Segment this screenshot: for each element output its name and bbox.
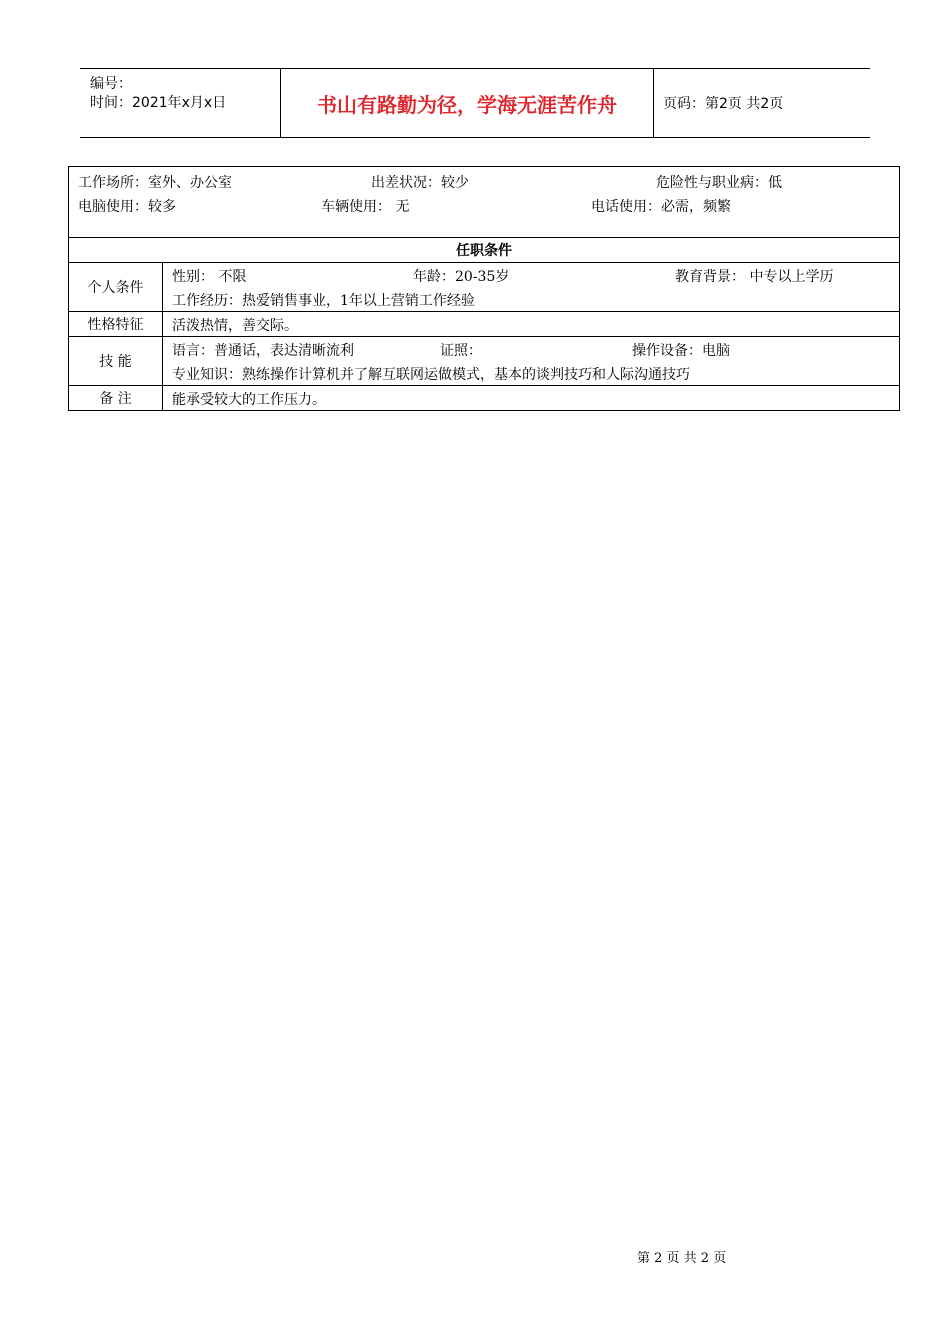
work-environment-row: [69, 167, 900, 238]
section-title: 任职条件: [69, 238, 900, 263]
skills-label: 技 能: [69, 337, 163, 386]
section-title-row: [69, 238, 900, 263]
doc-number: 编号：: [90, 76, 132, 92]
personality-row: [69, 312, 900, 337]
professional-knowledge: 专业知识：熟练操作计算机并了解互联网运做模式，基本的谈判技巧和人际沟通技巧: [172, 367, 690, 383]
gender: 性别： 不限: [172, 269, 247, 285]
equipment: 操作设备：电脑: [632, 343, 730, 359]
personality-text: 活泼热情，善交际。: [172, 318, 298, 334]
page-header: [80, 68, 870, 138]
personal-row: [69, 263, 900, 312]
header-motto: 书山有路勤为径，学海无涯苦作舟: [281, 69, 654, 137]
header-page-number: 页码：第2页 共2页: [663, 96, 784, 112]
experience: 工作经历：热爱销售事业，1年以上营销工作经验: [172, 293, 475, 309]
certificate: 证照：: [440, 343, 482, 359]
personality-cell: [163, 312, 900, 337]
age: 年龄：20-35岁: [413, 269, 510, 285]
phone-usage: 电话使用：必需，频繁: [591, 199, 731, 215]
work-environment-cell: [69, 167, 900, 238]
personal-label: 个人条件: [69, 263, 163, 312]
remarks-text: 能承受较大的工作压力。: [172, 392, 326, 408]
page-footer: 第 2 页 共 2 页: [637, 1251, 727, 1266]
computer-usage: 电脑使用：较多: [78, 199, 176, 215]
education: 教育背景： 中专以上学历: [675, 269, 834, 285]
work-place: 工作场所：室外、办公室: [78, 175, 232, 191]
remarks-row: [69, 386, 900, 411]
skills-cell: [163, 337, 900, 386]
header-meta: [80, 69, 281, 137]
hazard-level: 危险性与职业病：低: [656, 175, 782, 191]
remarks-label: 备 注: [69, 386, 163, 411]
personal-cell: [163, 263, 900, 312]
remarks-cell: [163, 386, 900, 411]
personality-label: 性格特征: [69, 312, 163, 337]
vehicle-usage: 车辆使用： 无: [321, 199, 410, 215]
doc-time: 时间：2021年x月x日: [90, 95, 227, 111]
skills-row: [69, 337, 900, 386]
travel-status: 出差状况：较少: [371, 175, 469, 191]
language: 语言：普通话，表达清晰流利: [172, 343, 354, 359]
job-requirements-table: [68, 166, 900, 411]
